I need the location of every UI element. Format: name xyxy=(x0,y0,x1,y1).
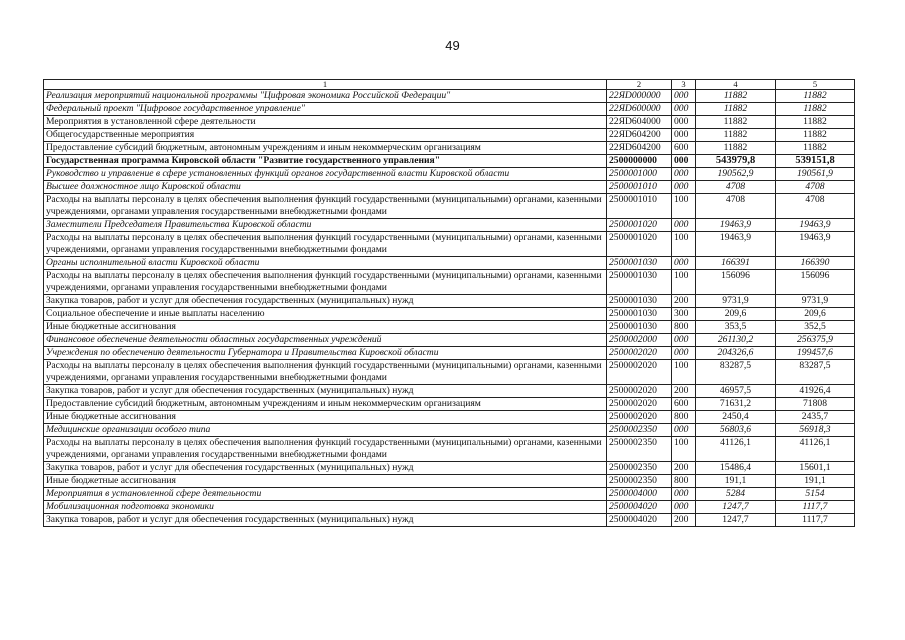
table-row xyxy=(44,424,855,437)
row-type-cell: 000 xyxy=(672,501,696,514)
row-type-cell: 000 xyxy=(672,334,696,347)
row-value-4-cell: 11882 xyxy=(696,142,776,155)
row-value-4-cell: 156096 xyxy=(696,270,776,295)
row-name-cell: Расходы на выплаты персоналу в целях обеспечения выполнения функций государственными (муниципальными) органами, казенными учреждениями, органами управления государственными внебюджетными фондами xyxy=(44,360,607,385)
row-value-5-cell: 71808 xyxy=(776,398,855,411)
row-value-4-cell: 11882 xyxy=(696,129,776,142)
table-row xyxy=(44,360,855,385)
row-type-cell: 200 xyxy=(672,295,696,308)
row-value-5-cell: 41126,1 xyxy=(776,437,855,462)
row-code-cell: 2500001000 xyxy=(607,168,672,181)
row-type-cell: 000 xyxy=(672,181,696,194)
row-value-5-cell: 190561,9 xyxy=(776,168,855,181)
row-name-cell: Государственная программа Кировской области "Развитие государственного управления" xyxy=(44,155,607,168)
row-code-cell: 2500001030 xyxy=(607,270,672,295)
row-code-cell: 22ЯD604000 xyxy=(607,116,672,129)
row-value-4-cell: 543979,8 xyxy=(696,155,776,168)
row-value-4-cell: 1247,7 xyxy=(696,501,776,514)
row-code-cell: 2500001020 xyxy=(607,232,672,257)
row-name-cell: Иные бюджетные ассигнования xyxy=(44,475,607,488)
row-value-5-cell: 4708 xyxy=(776,181,855,194)
row-type-cell: 800 xyxy=(672,475,696,488)
table-row xyxy=(44,514,855,527)
row-value-5-cell: 56918,3 xyxy=(776,424,855,437)
row-type-cell: 000 xyxy=(672,424,696,437)
row-value-5-cell: 5154 xyxy=(776,488,855,501)
row-value-5-cell: 19463,9 xyxy=(776,219,855,232)
table-row xyxy=(44,321,855,334)
row-name-cell: Расходы на выплаты персоналу в целях обеспечения выполнения функций государственными (муниципальными) органами, казенными учреждениями, органами управления государственными внебюджетными фондами xyxy=(44,232,607,257)
table-row xyxy=(44,142,855,155)
row-value-5-cell: 209,6 xyxy=(776,308,855,321)
row-value-4-cell: 166391 xyxy=(696,257,776,270)
row-code-cell: 2500001030 xyxy=(607,257,672,270)
row-code-cell: 2500001030 xyxy=(607,321,672,334)
row-type-cell: 100 xyxy=(672,194,696,219)
row-value-4-cell: 9731,9 xyxy=(696,295,776,308)
row-value-5-cell: 11882 xyxy=(776,142,855,155)
row-name-cell: Руководство и управление в сфере установленных функций органов государственной власти Кировской области xyxy=(44,168,607,181)
row-value-4-cell: 353,5 xyxy=(696,321,776,334)
row-value-4-cell: 191,1 xyxy=(696,475,776,488)
row-name-cell: Социальное обеспечение и иные выплаты населению xyxy=(44,308,607,321)
row-name-cell: Мобилизационная подготовка экономики xyxy=(44,501,607,514)
row-value-4-cell: 4708 xyxy=(696,194,776,219)
row-value-4-cell: 56803,6 xyxy=(696,424,776,437)
row-type-cell: 200 xyxy=(672,462,696,475)
row-code-cell: 22ЯD604200 xyxy=(607,142,672,155)
row-code-cell: 2500002350 xyxy=(607,437,672,462)
row-name-cell: Реализация мероприятий национальной программы "Цифровая экономика Российской Федерации" xyxy=(44,90,607,103)
row-code-cell: 22ЯD604200 xyxy=(607,129,672,142)
row-name-cell: Иные бюджетные ассигнования xyxy=(44,411,607,424)
table-row xyxy=(44,462,855,475)
row-value-5-cell: 11882 xyxy=(776,116,855,129)
header-col-4: 4 xyxy=(696,80,776,90)
row-name-cell: Медицинские организации особого типа xyxy=(44,424,607,437)
row-value-4-cell: 5284 xyxy=(696,488,776,501)
row-name-cell: Закупка товаров, работ и услуг для обеспечения государственных (муниципальных) нужд xyxy=(44,514,607,527)
row-name-cell: Предоставление субсидий бюджетным, автономным учреждениям и иным некоммерческим организациям xyxy=(44,142,607,155)
row-type-cell: 000 xyxy=(672,155,696,168)
row-code-cell: 2500001030 xyxy=(607,308,672,321)
table-row xyxy=(44,116,855,129)
row-value-4-cell: 19463,9 xyxy=(696,219,776,232)
budget-table xyxy=(43,79,855,527)
row-type-cell: 000 xyxy=(672,488,696,501)
row-name-cell: Мероприятия в установленной сфере деятельности xyxy=(44,488,607,501)
row-name-cell: Предоставление субсидий бюджетным, автономным учреждениям и иным некоммерческим организациям xyxy=(44,398,607,411)
table-row xyxy=(44,181,855,194)
row-type-cell: 200 xyxy=(672,385,696,398)
row-value-5-cell: 41926,4 xyxy=(776,385,855,398)
row-value-5-cell: 4708 xyxy=(776,194,855,219)
table-row xyxy=(44,219,855,232)
row-value-5-cell: 199457,6 xyxy=(776,347,855,360)
row-name-cell: Закупка товаров, работ и услуг для обеспечения государственных (муниципальных) нужд xyxy=(44,462,607,475)
table-row xyxy=(44,295,855,308)
row-code-cell: 2500002020 xyxy=(607,360,672,385)
row-value-5-cell: 1117,7 xyxy=(776,514,855,527)
row-value-5-cell: 2435,7 xyxy=(776,411,855,424)
row-name-cell: Финансовое обеспечение деятельности областных государственных учреждений xyxy=(44,334,607,347)
row-value-5-cell: 156096 xyxy=(776,270,855,295)
table-row xyxy=(44,398,855,411)
row-value-5-cell: 166390 xyxy=(776,257,855,270)
row-value-4-cell: 41126,1 xyxy=(696,437,776,462)
row-type-cell: 000 xyxy=(672,257,696,270)
table-row xyxy=(44,308,855,321)
row-code-cell: 2500001010 xyxy=(607,194,672,219)
table-row xyxy=(44,232,855,257)
row-code-cell: 22ЯD600000 xyxy=(607,103,672,116)
page-number: 49 xyxy=(445,38,460,53)
row-value-4-cell: 4708 xyxy=(696,181,776,194)
row-code-cell: 2500001030 xyxy=(607,295,672,308)
table-row xyxy=(44,103,855,116)
row-type-cell: 100 xyxy=(672,232,696,257)
header-col-2: 2 xyxy=(607,80,672,90)
row-value-4-cell: 204326,6 xyxy=(696,347,776,360)
table-row xyxy=(44,155,855,168)
row-code-cell: 2500000000 xyxy=(607,155,672,168)
row-name-cell: Общегосударственные мероприятия xyxy=(44,129,607,142)
row-value-5-cell: 11882 xyxy=(776,90,855,103)
table-row xyxy=(44,270,855,295)
row-code-cell: 2500002020 xyxy=(607,347,672,360)
row-name-cell: Расходы на выплаты персоналу в целях обеспечения выполнения функций государственными (муниципальными) органами, казенными учреждениями, органами управления государственными внебюджетными фондами xyxy=(44,194,607,219)
row-code-cell: 2500002020 xyxy=(607,385,672,398)
table-row xyxy=(44,347,855,360)
row-value-4-cell: 2450,4 xyxy=(696,411,776,424)
row-value-4-cell: 11882 xyxy=(696,103,776,116)
row-code-cell: 2500004020 xyxy=(607,514,672,527)
row-name-cell: Заместители Председателя Правительства Кировской области xyxy=(44,219,607,232)
header-col-5: 5 xyxy=(776,80,855,90)
table-row xyxy=(44,194,855,219)
row-value-5-cell: 9731,9 xyxy=(776,295,855,308)
table-row xyxy=(44,411,855,424)
table-row xyxy=(44,168,855,181)
row-type-cell: 200 xyxy=(672,514,696,527)
row-type-cell: 000 xyxy=(672,103,696,116)
table-row xyxy=(44,437,855,462)
row-code-cell: 2500001010 xyxy=(607,181,672,194)
row-value-5-cell: 11882 xyxy=(776,129,855,142)
row-value-4-cell: 11882 xyxy=(696,116,776,129)
row-type-cell: 300 xyxy=(672,308,696,321)
row-value-5-cell: 19463,9 xyxy=(776,232,855,257)
row-type-cell: 000 xyxy=(672,90,696,103)
row-value-4-cell: 19463,9 xyxy=(696,232,776,257)
row-code-cell: 2500004020 xyxy=(607,501,672,514)
row-type-cell: 000 xyxy=(672,116,696,129)
row-value-5-cell: 15601,1 xyxy=(776,462,855,475)
row-value-4-cell: 46957,5 xyxy=(696,385,776,398)
row-name-cell: Закупка товаров, работ и услуг для обеспечения государственных (муниципальных) нужд xyxy=(44,385,607,398)
row-value-5-cell: 83287,5 xyxy=(776,360,855,385)
row-type-cell: 100 xyxy=(672,437,696,462)
row-code-cell: 22ЯD000000 xyxy=(607,90,672,103)
row-value-4-cell: 83287,5 xyxy=(696,360,776,385)
row-type-cell: 100 xyxy=(672,360,696,385)
row-value-4-cell: 209,6 xyxy=(696,308,776,321)
row-value-5-cell: 191,1 xyxy=(776,475,855,488)
row-code-cell: 2500002020 xyxy=(607,411,672,424)
row-name-cell: Мероприятия в установленной сфере деятельности xyxy=(44,116,607,129)
header-row xyxy=(44,80,855,90)
row-value-5-cell: 11882 xyxy=(776,103,855,116)
row-value-5-cell: 539151,8 xyxy=(776,155,855,168)
row-value-4-cell: 15486,4 xyxy=(696,462,776,475)
row-type-cell: 000 xyxy=(672,219,696,232)
row-type-cell: 800 xyxy=(672,411,696,424)
row-type-cell: 600 xyxy=(672,398,696,411)
row-type-cell: 000 xyxy=(672,168,696,181)
row-type-cell: 600 xyxy=(672,142,696,155)
row-type-cell: 800 xyxy=(672,321,696,334)
row-name-cell: Иные бюджетные ассигнования xyxy=(44,321,607,334)
row-name-cell: Расходы на выплаты персоналу в целях обеспечения выполнения функций государственными (муниципальными) органами, казенными учреждениями, органами управления государственными внебюджетными фондами xyxy=(44,270,607,295)
table-row xyxy=(44,385,855,398)
row-name-cell: Учреждения по обеспечению деятельности Губернатора и Правительства Кировской области xyxy=(44,347,607,360)
table-row xyxy=(44,129,855,142)
row-value-4-cell: 190562,9 xyxy=(696,168,776,181)
table-row xyxy=(44,475,855,488)
row-value-5-cell: 256375,9 xyxy=(776,334,855,347)
table-row xyxy=(44,501,855,514)
row-name-cell: Высшее должностное лицо Кировской области xyxy=(44,181,607,194)
row-type-cell: 100 xyxy=(672,270,696,295)
row-value-4-cell: 1247,7 xyxy=(696,514,776,527)
row-type-cell: 000 xyxy=(672,129,696,142)
row-value-4-cell: 261130,2 xyxy=(696,334,776,347)
row-code-cell: 2500002000 xyxy=(607,334,672,347)
table-row xyxy=(44,488,855,501)
row-code-cell: 2500002350 xyxy=(607,475,672,488)
header-col-3: 3 xyxy=(672,80,696,90)
row-code-cell: 2500004000 xyxy=(607,488,672,501)
row-code-cell: 2500001020 xyxy=(607,219,672,232)
row-name-cell: Закупка товаров, работ и услуг для обеспечения государственных (муниципальных) нужд xyxy=(44,295,607,308)
row-value-4-cell: 11882 xyxy=(696,90,776,103)
table-row xyxy=(44,334,855,347)
row-code-cell: 2500002350 xyxy=(607,462,672,475)
header-col-1: 1 xyxy=(44,80,607,90)
row-value-4-cell: 71631,2 xyxy=(696,398,776,411)
row-name-cell: Расходы на выплаты персоналу в целях обеспечения выполнения функций государственными (муниципальными) органами, казенными учреждениями, органами управления государственными внебюджетными фондами xyxy=(44,437,607,462)
row-value-5-cell: 352,5 xyxy=(776,321,855,334)
row-name-cell: Органы исполнительной власти Кировской области xyxy=(44,257,607,270)
table-row xyxy=(44,257,855,270)
row-code-cell: 2500002020 xyxy=(607,398,672,411)
table-row xyxy=(44,90,855,103)
row-name-cell: Федеральный проект "Цифровое государственное управление" xyxy=(44,103,607,116)
row-value-5-cell: 1117,7 xyxy=(776,501,855,514)
row-code-cell: 2500002350 xyxy=(607,424,672,437)
row-type-cell: 000 xyxy=(672,347,696,360)
